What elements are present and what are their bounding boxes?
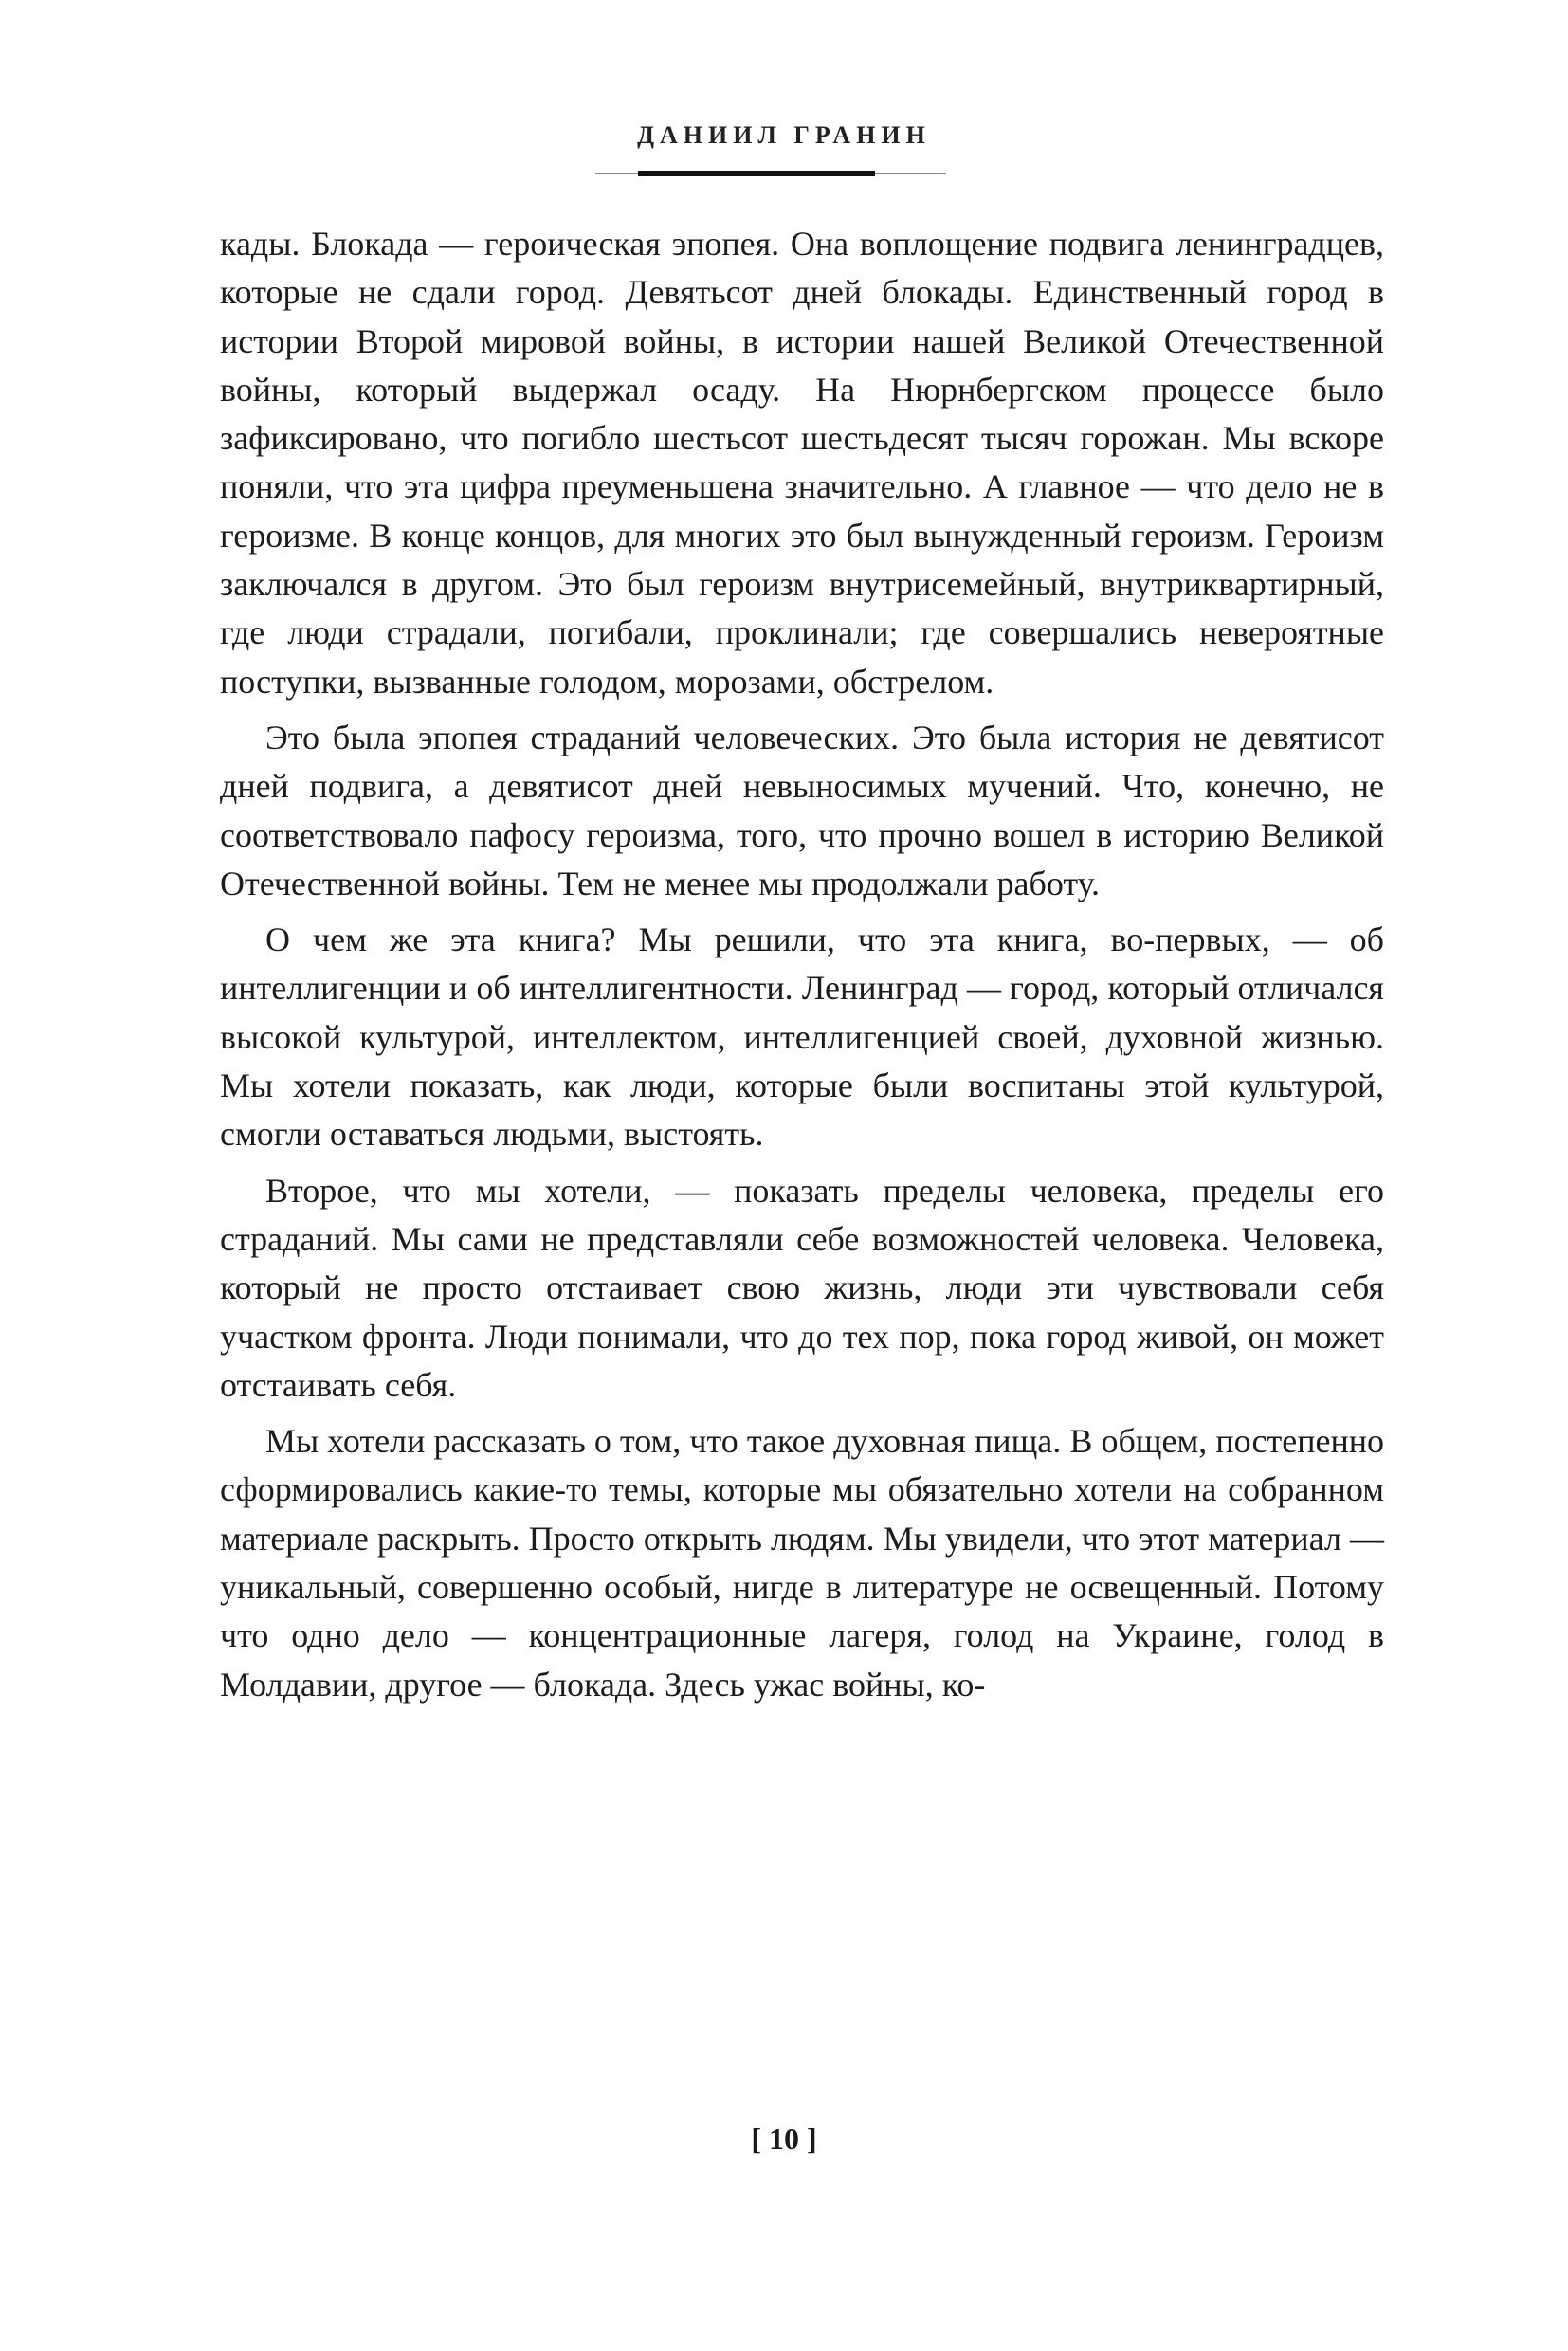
paragraph: О чем же эта книга? Мы решили, что эта книга, во-первых, — об интеллигенции и об интеллигентности. Ленинград — город, который отличался высокой культурой, интеллектом, интеллигенцией своей, духовной жизнью. Мы хотели показать, как люди, которые были воспитаны этой культурой, смогли оставаться людьми, выстоять.: [220, 920, 1384, 1154]
paragraph: Мы хотели рассказать о том, что такое духовная пища. В общем, постепенно сформировались какие-то темы, которые мы обязательно хотели на собранном материале раскрыть. Просто открыть людям. Мы увидели, что этот материал — уникальный, совершенно особый, нигде в литературе не освещенный. Потому что одно дело — концентрационные лагеря, голод на Украине, голод в Молдавии, другое — блокада. Здесь ужас войны, ко-: [220, 1422, 1384, 1704]
paragraph: кады. Блокада — героическая эпопея. Она воплощение подвига ленинградцев, которые не сдали город. Девятьсот дней блокады. Единственный город в истории Второй мировой войны, в истории нашей Великой Отечественной войны, который выдержал осаду. На Нюрнбергском процессе было зафиксировано, что погибло шестьсот шестьдесят тысяч горожан. Мы вскоре поняли, что эта цифра преуменьшена значительно. А главное — что дело не в героизме. В конце концов, для многих это был вынужденный героизм. Героизм заключался в другом. Это был героизм внутрисемейный, внутриквартирный, где люди страдали, погибали, проклинали; где совершались невероятные поступки, вызванные голодом, морозами, обстрелом.: [220, 225, 1384, 701]
running-head: ДАНИИЛ ГРАНИН: [637, 121, 931, 149]
body-text: [220, 220, 1384, 1709]
header-rule: [595, 173, 946, 174]
header-rule-accent: [638, 171, 875, 176]
paragraph: Второе, что мы хотели, — показать пределы человека, пределы его страданий. Мы сами не представляли себе возможностей человека. Человека, который не просто отстаивает свою жизнь, люди эти чувствовали себя участком фронта. Люди понимали, что до тех пор, пока город живой, он может отстаивать себя.: [220, 1171, 1384, 1404]
paragraph: Это была эпопея страданий человеческих. Это была история не девятисот дней подвига, а девятисот дней невыносимых мучений. Что, конечно, не соответствовало пафосу героизма, того, что прочно вошел в историю Великой Отечественной войны. Тем не менее мы продолжали работу.: [220, 718, 1384, 902]
page-number: [ 10 ]: [751, 2122, 817, 2156]
